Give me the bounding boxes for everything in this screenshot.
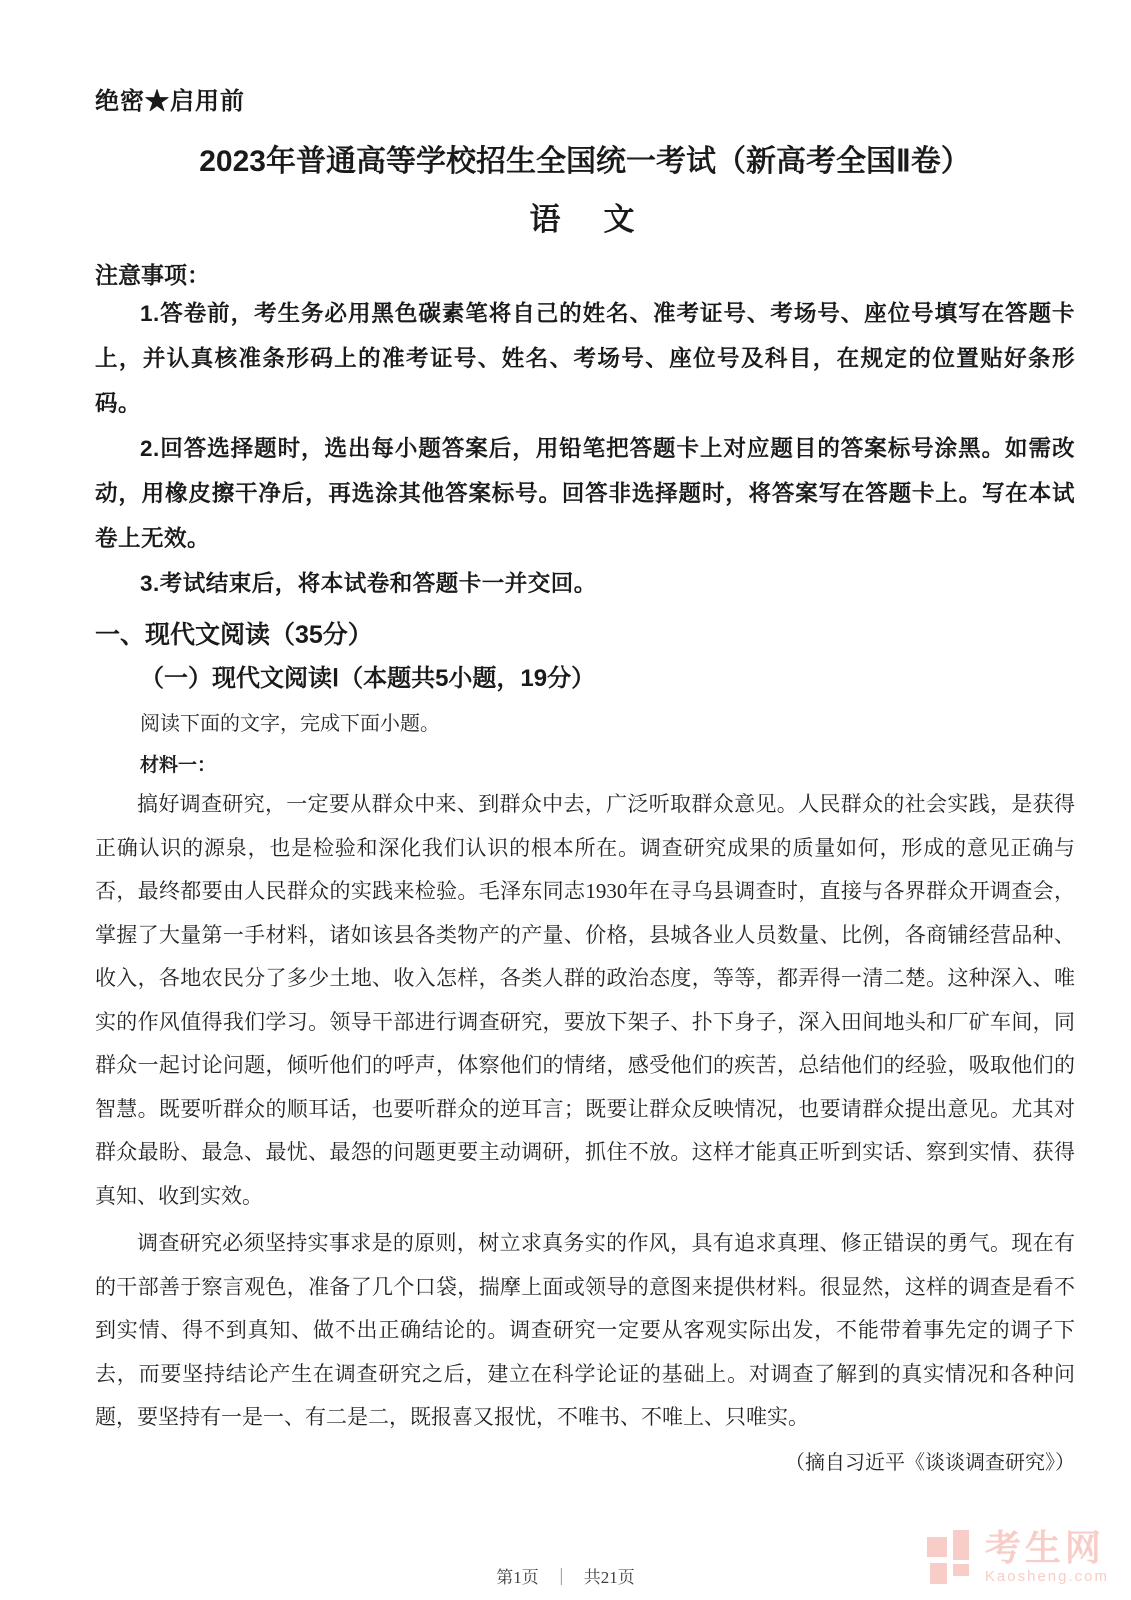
kaosheng-logo-icon [927, 1530, 975, 1586]
page-number: 第1页 [496, 1568, 539, 1587]
reading-instruction: 阅读下面的文字，完成下面小题。 [140, 713, 440, 735]
section-heading-modern-reading: 一、现代文阅读（35分） [95, 621, 373, 649]
source-attribution: （摘自习近平《谈谈调查研究》） [785, 1451, 1075, 1474]
subsection-heading-reading-1: （一）现代文阅读Ⅰ（本题共5小题，19分） [140, 665, 596, 692]
exam-subject: 语 文 [529, 202, 641, 237]
material-one-label: 材料一： [140, 755, 217, 776]
watermark-site-domain: Kaosheng.com [984, 1568, 1109, 1585]
total-pages: 共21页 [583, 1568, 635, 1587]
notice-item-2: 2.回答选择题时，选出每小题答案后，用铅笔把答题卡上对应题目的答案标号涂黑。如需改动，用橡皮擦干净后，再选涂其他答案标号。回答非选择题时，将答案写在答题卡上。写在本试卷上无效。 [95, 436, 1075, 551]
notice-heading: 注意事项： [95, 262, 210, 288]
exam-title: 2023年普通高等学校招生全国统一考试（新高考全国Ⅱ卷） [199, 145, 971, 178]
notice-item-1: 1.答卷前，考生务必用黑色碳素笔将自己的姓名、准考证号、考场号、座位号填写在答题卡上，并认真核准条形码上的准考证号、姓名、考场号、座位号及科目，在规定的位置贴好条形码。 [95, 301, 1075, 416]
kaosheng-watermark [927, 1527, 1109, 1586]
secrecy-classification: 绝密★启用前 [95, 88, 245, 115]
notice-item-3: 3.考试结束后，将本试卷和答题卡一并交回。 [140, 571, 597, 596]
watermark-site-name: 考生网 [984, 1527, 1105, 1568]
material-paragraph-2: 调查研究必须坚持实事求是的原则，树立求真务实的作风，具有追求真理、修正错误的勇气。现在有的干部善于察言观色，准备了几个口袋，揣摩上面或领导的意图来提供材料。很显然，这样的调查是看不到实情、得不到真知、做不出正确结论的。调查研究一定要从客观实际出发，不能带着事先定的调子下去，而要坚持结论产生在调查研究之后，建立在科学论证的基础上。对调查了解到的真实情况和各种问题，要坚持有一是一、有二是二，既报喜又报忧，不唯书、不唯上、只唯实。 [95, 1231, 1075, 1429]
footer-separator: ｜ [552, 1568, 570, 1587]
material-paragraph-1: 搞好调查研究，一定要从群众中来、到群众中去，广泛听取群众意见。人民群众的社会实践，是获得正确认识的源泉，也是检验和深化我们认识的根本所在。调查研究成果的质量如何，形成的意见正确与否，最终都要由人民群众的实践来检验。毛泽东同志1930年在寻乌县调查时，直接与各界群众开调查会，掌握了大量第一手材料，诸如该县各类物产的产量、价格，县城各业人员数量、比例，各商铺经营品种、收入，各地农民分了多少土地、收入怎样，各类人群的政治态度，等等，都弄得一清二楚。这种深入、唯实的作风值得我们学习。领导干部进行调查研究，要放下架子、扑下身子，深入田间地头和厂矿车间，同群众一起讨论问题，倾听他们的呼声，体察他们的情绪，感受他们的疾苦，总结他们的经验，吸取他们的智慧。既要听群众的顺耳话，也要听群众的逆耳言；既要让群众反映情况，也要请群众提出意见。尤其对群众最盼、最急、最忧、最怨的问题更要主动调研，抓住不放。这样才能真正听到实话、察到实情、获得真知、收到实效。 [95, 792, 1075, 1208]
